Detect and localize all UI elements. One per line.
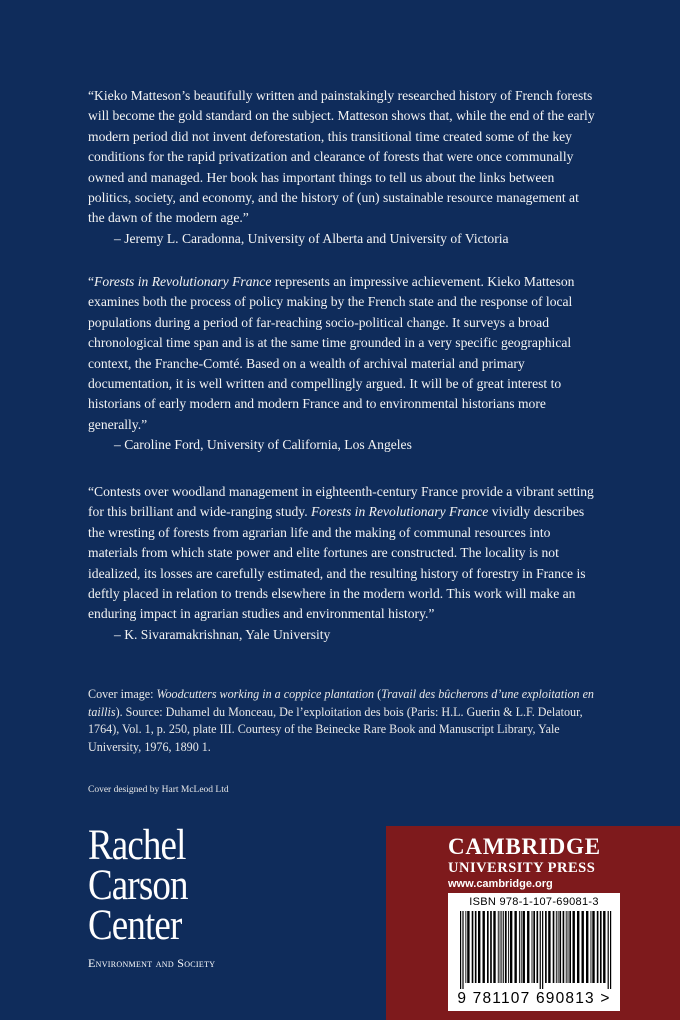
barcode-bar	[465, 911, 466, 983]
barcode-bar	[533, 911, 535, 983]
logo-line-1: Rachel	[88, 822, 186, 869]
logo-subtitle: Environment and Society	[88, 956, 216, 970]
logo-line-3: Center	[88, 902, 182, 949]
barcode-bar	[573, 911, 575, 983]
quote-text: represents an impressive achievement. Kieko Matteson examines both the process of policy making by the French state and the response of local populations during a period of far-reaching socio-political change. It surveys a broad chronological time span and is at the same time grounded in a very specific geographical context, the Franche-Comté. Based on a wealth of archival material and primary documentation, it is well written and compellingly argued. It will be of great interest to historians of early modern and modern France and to environmental historians more generally.”	[88, 274, 575, 432]
barcode-bar	[566, 911, 567, 983]
quote-text-before: “Contests over woodland management in eighteenth-century France provide a vibrant setting for this brilliant and wide-ranging study.	[88, 484, 594, 520]
barcode-bar	[460, 911, 461, 989]
review-attribution: – K. Sivaramakrishnan, Yale University	[114, 626, 331, 642]
barcode-bar	[563, 911, 565, 983]
review-quote: “Kieko Matteson’s beautifully written and painstakingly researched history of French forests will become the gold standard on the subject. Matteson shows that, while the end of the early modern period did not invent deforestation, this transitional time created some of the key conditions for the rapid privatization and clearance of forests that were once communally owned and managed. Her book has important things to tell us about the links between politics, society, and economy, and the history of (un) sustainable resource management at the dawn of the modern age.”	[88, 88, 595, 226]
book-title: Forests in Revolutionary France	[94, 274, 272, 289]
barcode-bar	[553, 911, 555, 983]
barcode-bar	[493, 911, 495, 983]
cover-image-caption	[88, 686, 600, 756]
barcode-bar	[586, 911, 588, 983]
barcode-bar	[537, 911, 539, 983]
barcode-bar	[610, 911, 611, 989]
barcode-graphic	[456, 911, 612, 989]
barcode-bar	[608, 911, 609, 989]
barcode-bar	[519, 911, 520, 983]
barcode-bar	[514, 911, 516, 983]
quote-open: “	[88, 274, 95, 289]
barcode-bar	[475, 911, 477, 983]
barcode-bar	[523, 911, 525, 983]
barcode-bar	[527, 911, 529, 983]
review-blurb-2	[88, 272, 598, 456]
barcode-bar	[592, 911, 594, 983]
review-quote	[88, 482, 598, 625]
review-attribution: – Jeremy L. Caradonna, University of Alberta and University of Victoria	[114, 230, 509, 246]
barcode-bar	[467, 911, 469, 983]
barcode-bar	[603, 911, 605, 983]
book-title: Forests in Revolutionary France	[311, 504, 489, 520]
barcode-bar	[540, 911, 541, 989]
barcode-bar	[556, 911, 557, 983]
quote-text-after: vividly describes the wresting of forests from agrarian life and the making of communal resources into materials from which state power and elite fortunes are constructed. The locality is not idealized, its losses are carefully estimated, and the resulting history of forestry in France is deftly placed in relation to trends elsewhere in the modern world. This work will make an enduring impact in agrarian studies and environmental history.”	[88, 504, 586, 622]
barcode-card	[448, 893, 620, 1011]
barcode-bar	[462, 911, 463, 989]
cover-designer-credit: Cover designed by Hart McLeod Ltd	[88, 785, 229, 795]
rachel-carson-center-logo	[88, 822, 348, 971]
barcode-bar	[478, 911, 480, 983]
caption-title-fr: Travail des bûcherons d’une exploitation en taillis	[88, 687, 594, 719]
barcode-bar	[487, 911, 489, 983]
barcode-bar	[532, 911, 533, 983]
barcode-bar	[591, 911, 592, 983]
review-blurb-3	[88, 482, 598, 645]
publisher-url: www.cambridge.org	[448, 878, 553, 890]
barcode-bar	[498, 911, 499, 983]
barcode-bar	[503, 911, 504, 983]
barcode-bar	[490, 911, 492, 983]
review-blurb-1	[88, 86, 598, 249]
barcode-bar	[521, 911, 522, 983]
barcode-bar	[545, 911, 547, 983]
publisher-name: CAMBRIDGE	[448, 834, 601, 859]
review-quote	[88, 272, 598, 435]
isbn-label: ISBN 978-1-107-69081-3	[469, 896, 599, 908]
barcode-bar	[500, 911, 501, 983]
barcode-bar	[483, 911, 485, 983]
barcode-bar	[568, 911, 569, 983]
barcode-bar	[597, 911, 599, 983]
barcode-bar	[510, 911, 512, 983]
caption-mid: (	[374, 687, 382, 701]
barcode-number: 9 781107 690813 >	[457, 990, 611, 1007]
barcode-bar	[559, 911, 561, 983]
caption-title: Woodcutters working in a coppice plantation	[156, 687, 375, 701]
barcode-bar	[508, 911, 509, 983]
barcode-bar	[472, 911, 474, 983]
barcode-bar	[569, 911, 571, 983]
publisher-subtitle: UNIVERSITY PRESS	[448, 860, 596, 876]
barcode-bar	[548, 911, 550, 983]
caption-lead: Cover image:	[88, 687, 157, 701]
barcode-bar	[582, 911, 584, 983]
barcode-bar	[577, 911, 579, 983]
barcode-bar	[600, 911, 602, 983]
barcode-bar	[505, 911, 507, 983]
barcode-bar	[501, 911, 502, 983]
review-attribution: – Caroline Ford, University of California, Los Angeles	[114, 437, 412, 453]
barcode-bar	[542, 911, 543, 989]
logo-line-2: Carson	[88, 862, 188, 909]
caption-rest: ). Source: Duhamel du Monceau, De l’exploitation des bois (Paris: H.L. Guerin & L.F. Delatour, 1764), Vol. 1, p. 250, plate III. Courtesy of the Beinecke Rare Book and Manuscript Library, Yale University, 1976, 1890 1.	[88, 704, 583, 754]
barcode-bar	[558, 911, 559, 983]
